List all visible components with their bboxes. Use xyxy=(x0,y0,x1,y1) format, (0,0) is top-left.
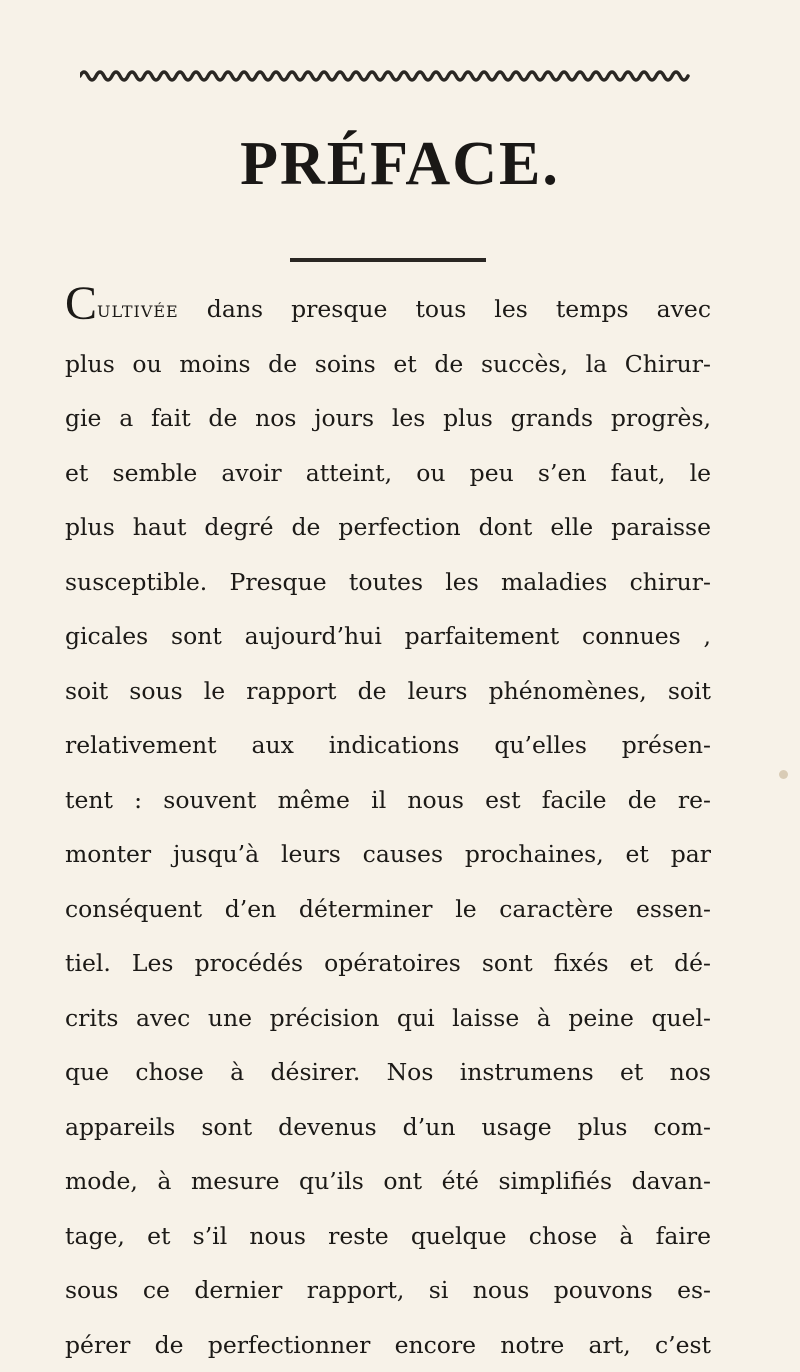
first-word-smallcaps: ultivée xyxy=(97,295,179,323)
text-line-2: plus ou moins de soins et de succès, la Chirur- xyxy=(65,337,711,392)
text-line-13: tiel. Les procédés opératoires sont fixés et dé- xyxy=(65,936,711,991)
paper-speck xyxy=(779,770,788,779)
text-line-14: crits avec une précision qui laisse à peine quel- xyxy=(65,991,711,1046)
text-line-18: tage, et s’il nous reste quelque chose à faire xyxy=(65,1209,711,1264)
text-line-5: plus haut degré de perfection dont elle paraisse xyxy=(65,500,711,555)
text-line-15: que chose à désirer. Nos instrumens et nos xyxy=(65,1045,711,1100)
text-line-19: sous ce dernier rapport, si nous pouvons es- xyxy=(65,1263,711,1318)
text-line-9: relativement aux indications qu’elles présen- xyxy=(65,718,711,773)
first-line-rest: dans presque tous les temps avec xyxy=(179,295,711,323)
text-line-6: susceptible. Presque toutes les maladies chirur- xyxy=(65,555,711,610)
text-line-7: gicales sont aujourd’hui parfaitement connues , xyxy=(65,609,711,664)
text-line-3: gie a fait de nos jours les plus grands progrès, xyxy=(65,391,711,446)
preface-body xyxy=(65,282,711,1372)
text-line-20: pérer de perfectionner encore notre art, c’est xyxy=(65,1318,711,1372)
text-line-1 xyxy=(65,282,711,337)
text-line-12: conséquent d’en déterminer le caractère essen- xyxy=(65,882,711,937)
title-divider xyxy=(290,258,486,262)
text-line-4: et semble avoir atteint, ou peu s’en faut, le xyxy=(65,446,711,501)
text-line-17: mode, à mesure qu’ils ont été simplifiés davan- xyxy=(65,1154,711,1209)
text-line-10: tent : souvent même il nous est facile de re- xyxy=(65,773,711,828)
text-line-16: appareils sont devenus d’un usage plus com- xyxy=(65,1100,711,1155)
text-line-11: monter jusqu’à leurs causes prochaines, et par xyxy=(65,827,711,882)
page-title: PRÉFACE. xyxy=(0,124,800,204)
text-line-8: soit sous le rapport de leurs phénomènes, soit xyxy=(65,664,711,719)
decorative-ornament-border xyxy=(80,64,692,86)
drop-cap: C xyxy=(65,282,97,330)
